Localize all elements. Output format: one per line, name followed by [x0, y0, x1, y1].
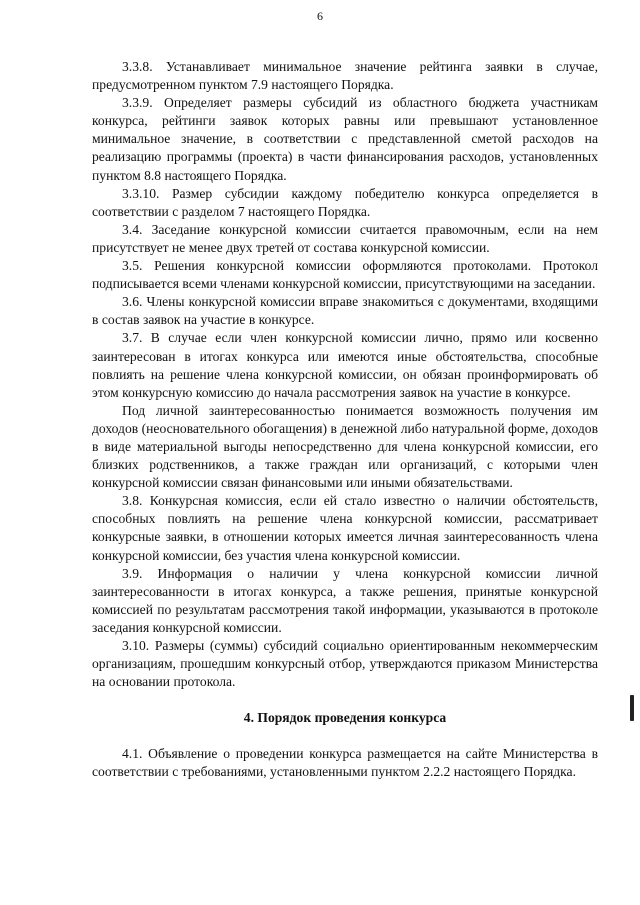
paragraph-3-3-8: 3.3.8. Устанавливает минимальное значение рейтинга заявки в случае, предусмотренном пунктом 7.9 настоящего Порядка. — [92, 59, 598, 93]
paragraph-3-9: 3.9. Информация о наличии у члена конкурсной комиссии личной заинтересованности в итогах конкурса, а также решения, принятые конкурсной комиссией по результатам рассмотрения такой информации, указываются в протоколе заседания конкурсной комиссии. — [92, 565, 598, 635]
paragraph-3-8: 3.8. Конкурсная комиссия, если ей стало известно о наличии обстоятельств, способных повлиять на решение члена конкурсной комиссии, рассматривает конкурсные заявки, в отношении которых имеется личная заинтересованность члена конкурсной комиссии, без участия члена конкурсной комиссии. — [92, 493, 598, 563]
section-heading: 4. Порядок проведения конкурса — [243, 710, 447, 726]
paragraph-3-3-10: 3.3.10. Размер субсидии каждому победителю конкурса определяется в соответствии с разделом 7 настоящего Порядка. — [92, 185, 598, 219]
paragraph-3-3-9: 3.3.9. Определяет размеры субсидий из областного бюджета участникам конкурса, рейтинги заявок которых равны или превышают установленное минимальное значение, в соответствии с представленной сметой расходов на реализацию программы (проекта) в части финансирования расходов, установленных пунктом 8.8 настоящего Порядка. — [92, 95, 598, 183]
paragraph-personal-interest: Под личной заинтересованностью понимается возможность получения им доходов (неосновательного обогащения) в денежной либо натуральной форме, доходов в виде материальной выгоды непосредственно для члена конкурсной комиссии, его близких родственников, а также граждан или организаций, с которыми член конкурсной комиссии связан финансовыми или иными обязательствами. — [92, 402, 598, 491]
paragraph-3-5: 3.5. Решения конкурсной комиссии оформляются протоколами. Протокол подписывается всеми членами конкурсной комиссии, присутствующими на заседании. — [92, 258, 598, 292]
paragraph-3-10: 3.10. Размеры (суммы) субсидий социально ориентированным некоммерческим организациям, прошедшим конкурсный отбор, утверждаются приказом Министерства на основании протокола. — [92, 638, 598, 690]
paragraph-3-6: 3.6. Члены конкурсной комиссии вправе знакомиться с документами, входящими в состав заявок на участие в конкурсе. — [92, 294, 598, 328]
paragraph-3-4: 3.4. Заседание конкурсной комиссии считается правомочным, если на нем присутствует не менее двух третей от состава конкурсной комиссии. — [92, 221, 598, 255]
page-number: 6 — [317, 9, 323, 23]
document-body — [92, 58, 598, 782]
paragraph-3-7: 3.7. В случае если член конкурсной комиссии лично, прямо или косвенно заинтересован в итогах конкурса или имеются иные обстоятельства, способные повлиять на решение члена конкурсной комиссии, он обязан проинформировать об этом конкурсную комиссию до начала рассмотрения заявок на участие в конкурсе. — [92, 330, 598, 400]
paragraph-4-1: 4.1. Объявление о проведении конкурса размещается на сайте Министерства в соответствии с требованиями, установленными пунктом 2.2.2 настоящего Порядка. — [92, 746, 598, 780]
scan-edge-mark — [630, 695, 634, 721]
